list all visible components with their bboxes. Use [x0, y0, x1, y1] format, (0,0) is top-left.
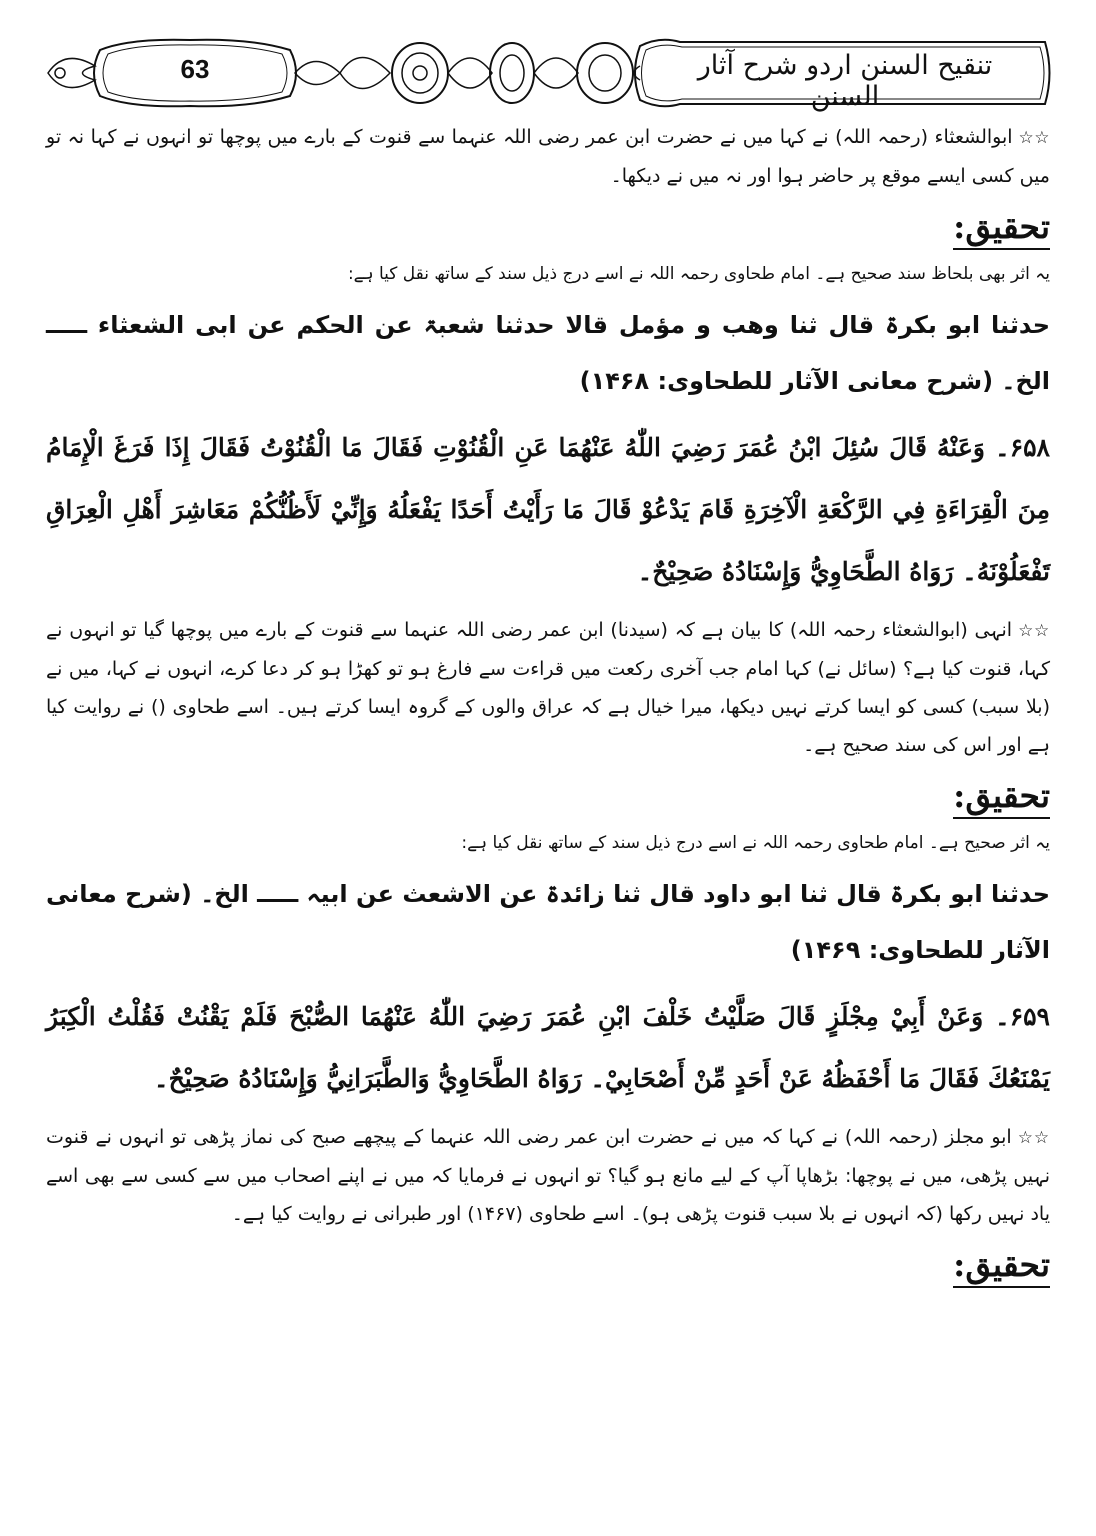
translation-paragraph — [46, 118, 1050, 195]
star-icon: ☆☆ — [1017, 1128, 1051, 1148]
section-heading: تحقیق: — [46, 197, 1050, 257]
arabic-chain-of-narration: حدثنا ابو بکرۃ قال ثنا ابو داود قال ثنا زائدۃ عن الاشعث عن ابیہ ـــــ الخ۔ (شرح معانی الآثار للطحاوی: ۱۴۶۹) — [46, 880, 1050, 964]
translation-text: انہی (ابوالشعثاء رحمہ اللہ) کا بیان ہے کہ (سیدنا) ابن عمر رضی اللہ عنہما سے قنوت کے بارے میں پوچھا گیا تو انہوں نے کہا، قنوت کیا ہے؟ (سائل نے) کہا امام جب آخری رکعت میں قراءت سے فارغ ہو تو کھڑا ہو کر دعا کرے، انہوں نے کہا، میں نے (بلا سبب) کسی کو ایسا کرتے نہیں دیکھا، میرا خیال ہے کہ عراق والوں کے گروہ ایسا کرتے ہیں۔ اسے طحاوی () نے روایت کیا ہے اور اس کی سند صحیح ہے۔ — [46, 619, 1050, 756]
section-heading: تحقیق: — [46, 1235, 1050, 1295]
arabic-chain-of-narration: حدثنا ابو بکرۃ قال ثنا وھب و مؤمل قالا حدثنا شعبۃ عن الحکم عن ابی الشعثاء ـــــ الخ۔ (شرح معانی الآثار للطحاوی: ۱۴۶۸) — [46, 311, 1050, 395]
translation-paragraph — [46, 611, 1050, 764]
translation-text: ابوالشعثاء (رحمہ اللہ) نے کہا میں نے حضرت ابن عمر رضی اللہ عنہما سے قنوت کے بارے میں پوچھا تو انہوں نے کہا نہ تو میں کسی ایسے موقع پر حاضر ہوا اور نہ میں نے دیکھا۔ — [46, 126, 1050, 187]
book-title: تنقیح السنن اردو شرح آثار السنن — [697, 50, 993, 112]
verification-note: یہ اثر بھی بلحاظ سند صحیح ہے۔ امام طحاوی رحمہ اللہ نے اسے درج ذیل سند کے ساتھ نقل کیا ہے: — [347, 264, 1050, 284]
page-body — [46, 118, 1050, 1295]
section-heading: تحقیق: — [46, 766, 1050, 826]
translation-paragraph — [46, 1118, 1050, 1233]
verification-note: یہ اثر صحیح ہے۔ امام طحاوی رحمہ اللہ نے اسے درج ذیل سند کے ساتھ نقل کیا ہے: — [461, 833, 1050, 853]
hadith-text: ۶۵۹۔ وَعَنْ أَبِيْ مِجْلَزٍ قَالَ صَلَّيْتُ خَلْفَ ابْنِ عُمَرَ رَضِيَ اللّٰهُ عَنْهُمَا الصُّبْحَ فَلَمْ يَقْنُتْ فَقُلْتُ الْكِبَرُ يَمْنَعُكَ فَقَالَ مَا أَحْفَظُهُ عَنْ أَحَدٍ مِّنْ أَصْحَابِيْ۔ رَوَاهُ الطَّحَاوِيُّ وَالطَّبَرَانِيُّ وَإِسْنَادُهُ صَحِيْحٌ۔ — [46, 1002, 1050, 1093]
star-icon: ☆☆ — [1018, 621, 1050, 641]
page-number: 63 — [180, 54, 210, 84]
star-icon: ☆☆ — [1018, 128, 1050, 148]
hadith-text: ۶۵۸۔ وَعَنْهُ قَالَ سُئِلَ ابْنُ عُمَرَ رَضِيَ اللّٰهُ عَنْهُمَا عَنِ الْقُنُوْتِ فَقَالَ مَا الْقُنُوْتُ فَقَالَ إِذَا فَرَغَ الْإِمَامُ مِنَ الْقِرَاءَةِ فِي الرَّكْعَةِ الْآخِرَةِ قَامَ يَدْعُوْ قَالَ مَا رَأَيْتُ أَحَدًا يَفْعَلُهُ وَإِنِّيْ لَأَظُنُّكُمْ مَعَاشِرَ أَهْلِ الْعِرَاقِ تَفْعَلُوْنَهُ۔ رَوَاهُ الطَّحَاوِيُّ وَإِسْنَادُهُ صَحِيْحٌ۔ — [46, 433, 1050, 586]
page-header — [40, 28, 1056, 118]
translation-text: ابو مجلز (رحمہ اللہ) نے کہا کہ میں نے حضرت ابن عمر رضی اللہ عنہما کے پیچھے صبح کی نماز پڑھی تو انہوں نے قنوت نہیں پڑھی، میں نے پوچھا: بڑھاپا آپ کے لیے مانع ہو گیا؟ تو انہوں نے فرمایا کہ میں نے اپنے اصحاب میں سے کسی سے بھی اسے یاد نہیں رکھا (کہ انہوں نے بلا سبب قنوت پڑھی ہو)۔ اسے طحاوی (۱۴۶۷) اور طبرانی نے روایت کیا ہے۔ — [46, 1126, 1050, 1225]
